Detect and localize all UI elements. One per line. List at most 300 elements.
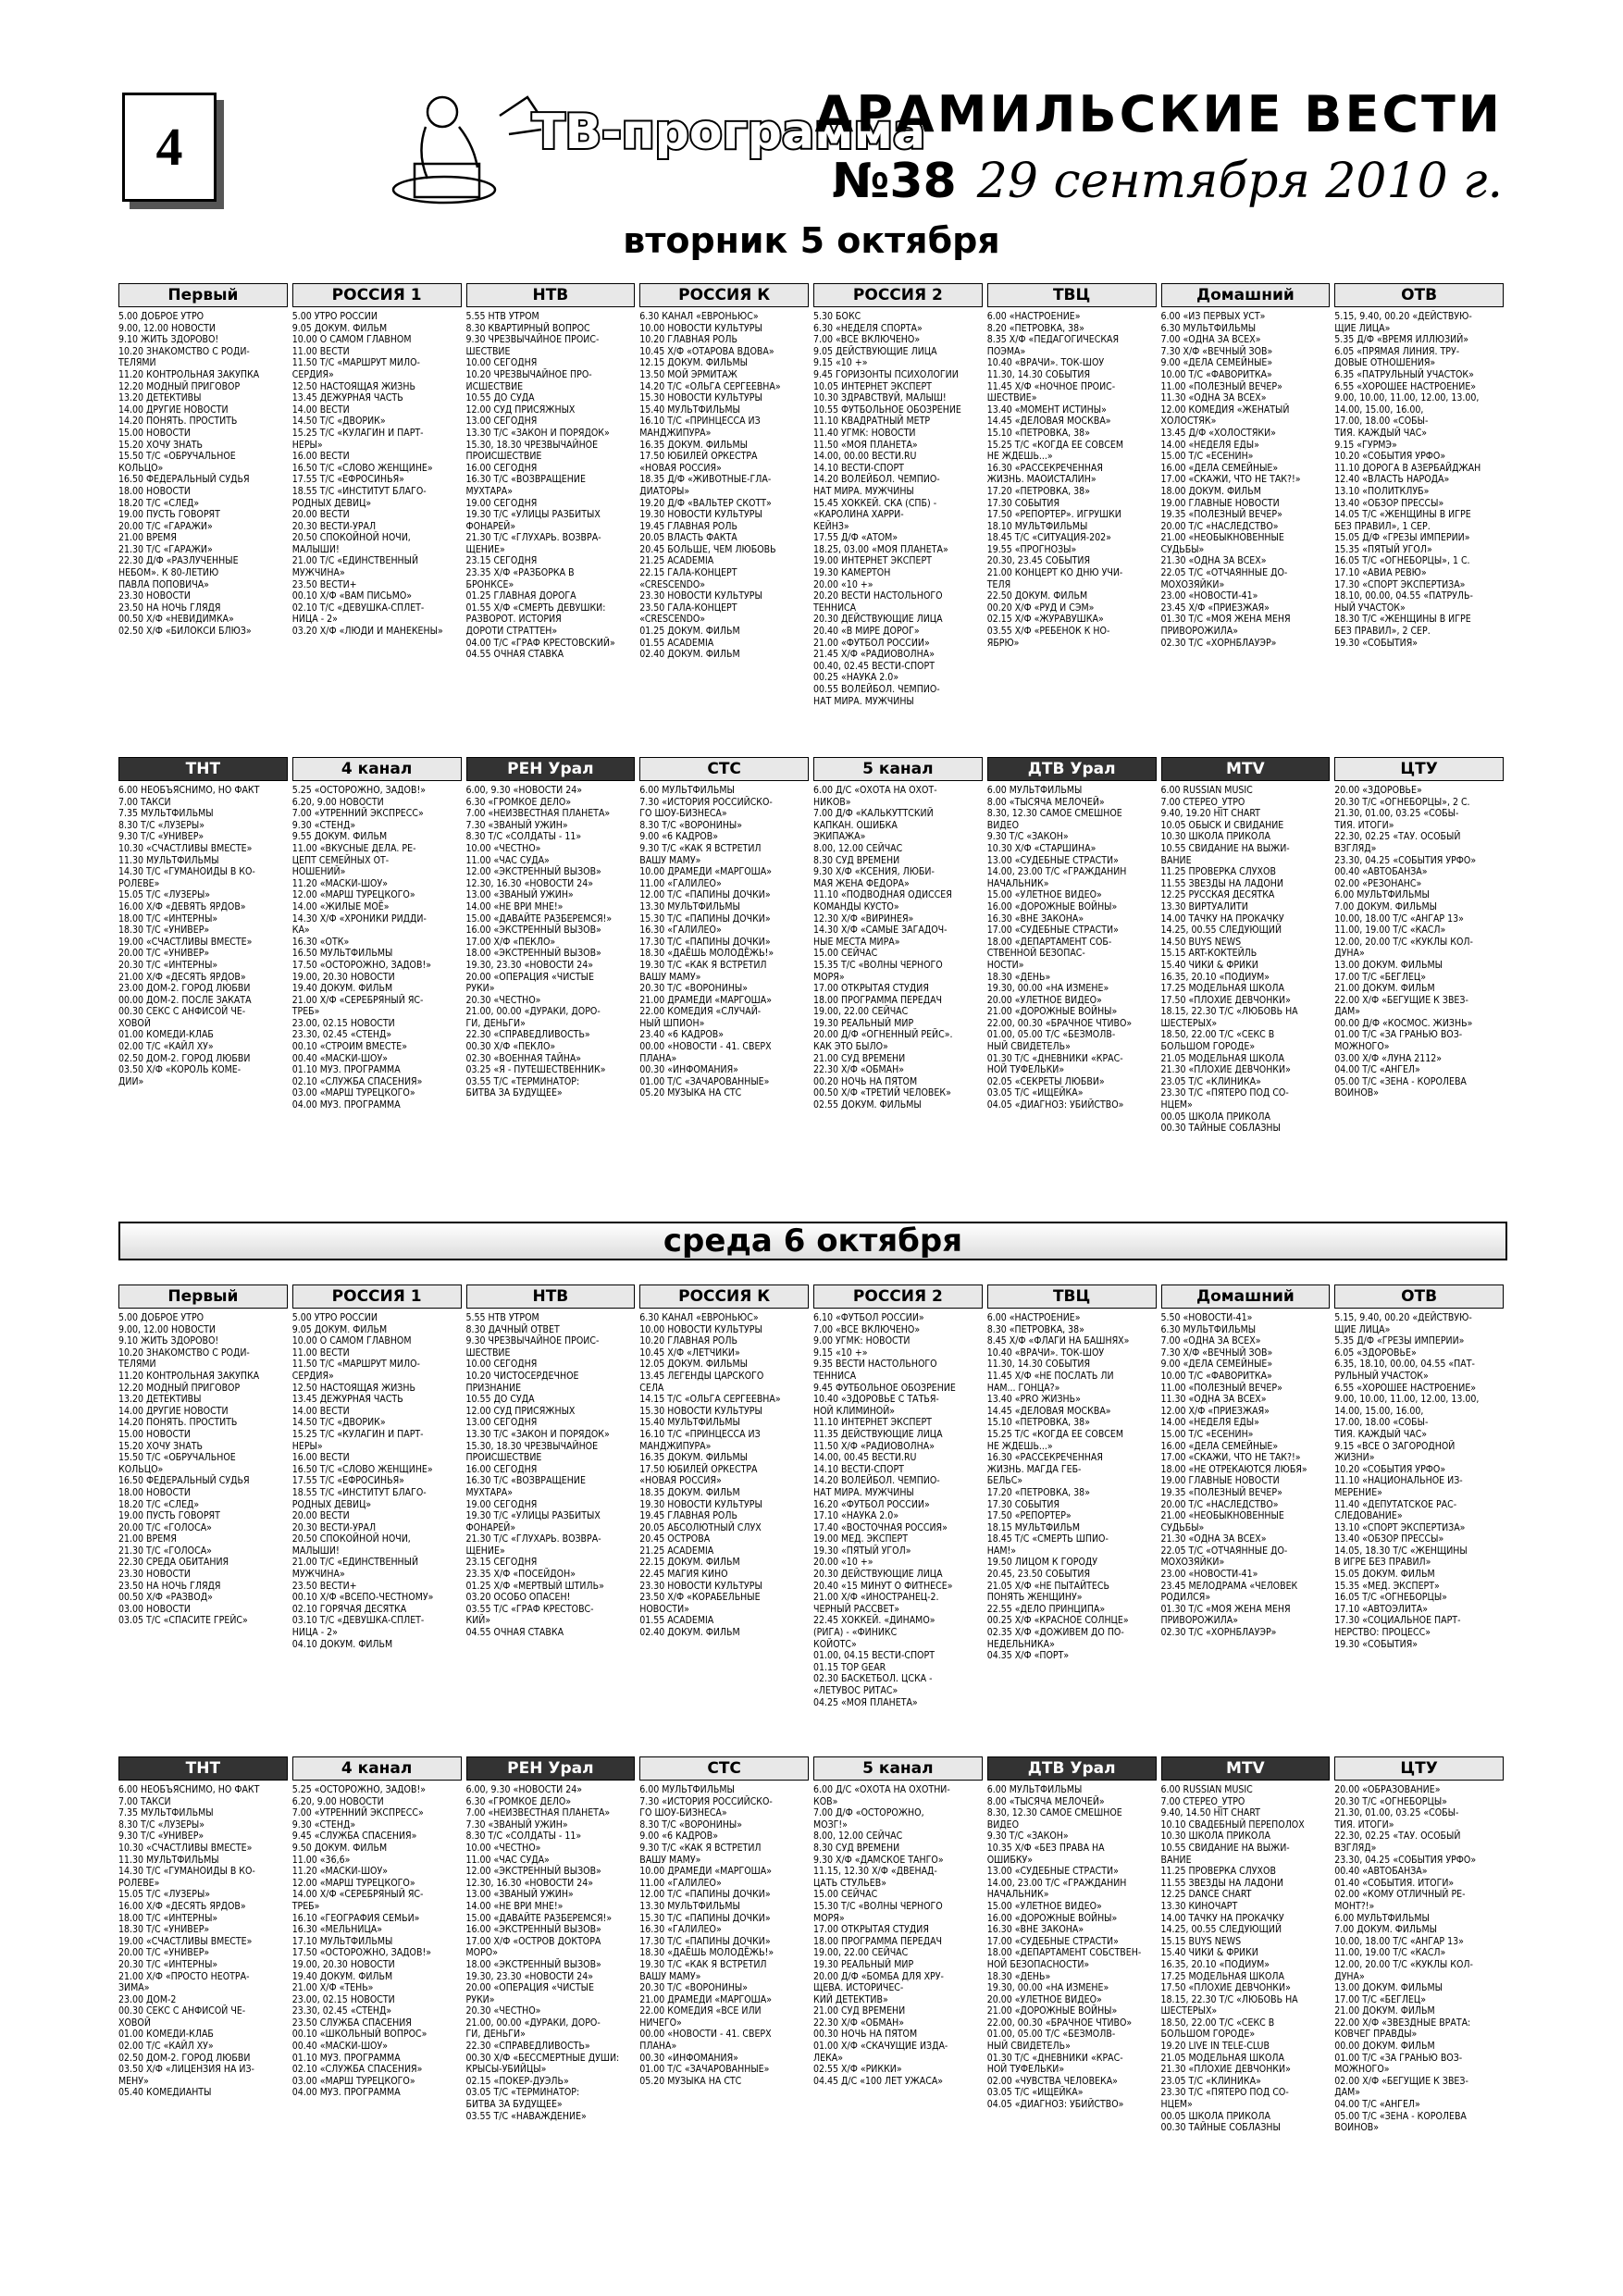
program-line: 11.30, 14.30 СОБЫТИЯ [986,1359,1091,1371]
program-line: 01.25 ГЛАВНАЯ ДОРОГА [465,590,576,602]
program-line: 10.35 Х/Ф «БЕЗ ПРАВА НА [986,1842,1105,1854]
program-line: ВАШУ МАМУ» [639,1970,701,1982]
program-line: 17.50 «ОСТОРОЖНО, ЗАДОВ!» [291,1947,432,1959]
program-line: 10.30 ШКОЛА ПРИКОЛА [1160,831,1270,843]
program-line: 10.40 «ВРАЧИ». ТОК-ШОУ [986,1347,1105,1359]
program-line: 18.00 «ЭКСТРЕННЫЙ ВЫЗОВ» [465,948,601,960]
program-line: 16.00 Х/Ф «ДЕСЯТЬ ЯРДОВ» [118,1900,246,1912]
program-line: 21.00 «ДОРОЖНЫЕ ВОЙНЫ» [986,2005,1118,2017]
program-line: 11.00 «ЧАС СУДА» [465,1854,550,1866]
program-line: СЛЕДОВАНИЕ» [1334,1510,1403,1522]
program-line: 04.00 Т/С «АНГЕЛ» [1334,2099,1420,2111]
program-line: 9.30 ЧРЕЗВЫЧАЙНОЕ ПРОИС- [465,1335,600,1347]
program-line: 01.25 ДОКУМ. ФИЛЬМ [639,626,740,638]
program-line: 19.30 РЕАЛЬНЫЙ МИР [813,1017,914,1029]
program-line: 01.10 МУЗ. ПРОГРАММА [291,1064,401,1076]
program-line: 23.50 ВЕСТИ+ [291,1580,357,1592]
program-line: 23.30, 04.25 «СОБЫТИЯ УРФО» [1334,1854,1477,1866]
program-line: ПЛАНА» [639,1052,677,1064]
program-line: 6.00 RUSSIAN MUSIC [1160,785,1253,796]
program-line: КЕЙНЗ» [813,520,849,532]
program-line: 20.30 «ЧЕСТНО» [465,994,541,1006]
program-line: 01.25 Х/Ф «МЕРТВЫЙ ШТИЛЬ» [465,1580,604,1592]
program-line: 21.05 МОДЕЛЬНАЯ ШКОЛА [1160,1052,1284,1064]
program-line: ПРОИСШЕСТВИЕ [465,451,542,463]
program-line: 17.00 ОТКРЫТАЯ СТУДИЯ [813,983,929,995]
program-line: 14.00, 15.00, 16.00, [1334,1405,1424,1417]
program-line: 15.40 ЧИКИ & ФРИКИ [1160,959,1258,971]
program-line: ЩЕНИЕ» [465,1545,505,1557]
program-line: 5.00 ДОБРОЕ УТРО [118,311,204,322]
channel-column [292,283,462,751]
program-line: НЕБОМ». К 80-ЛЕТИЮ [118,567,219,579]
program-list [813,1312,983,1708]
program-line: 10.45 Х/Ф «ЛЕТЧИКИ» [639,1347,740,1359]
program-line: 02.05 «СЕКРЕТЫ ЛЮБВИ» [986,1075,1105,1087]
program-line: 18.30 «ДАЁШЬ МОЛОДЁЖЬ!» [639,1947,774,1959]
program-line: 02.50 Х/Ф «БИЛОКСИ БЛЮЗ» [118,626,252,638]
program-line: 21.00, 00.00 «ДУРАКИ, ДОРО- [465,2017,601,2029]
program-line: 7.00 Д/Ф «ОСТОРОЖНО, [813,1807,924,1819]
program-line: 15.00 Т/С «ЕСЕНИН» [1160,451,1254,463]
program-line: 17.10 «АВИА РЕВЮ» [1334,567,1427,579]
program-line: ФОНАРЕЙ» [465,1521,516,1533]
program-line: 21.25 ACADEMIA [639,555,714,567]
channel-column [1161,1285,1331,1752]
program-line: 11.25 ПРОВЕРКА СЛУХОВ [1160,866,1276,878]
program-line: 20.00 «УЛЕТНОЕ ВИДЕО» [986,994,1102,1006]
program-line: 16.00 «ДОРОЖНЫЕ ВОЙНЫ» [986,900,1118,912]
program-line: 00.30 НОЧЬ НА ПЯТОМ [813,2029,918,2041]
program-line: 16.30 «ВНЕ ЗАКОНА» [986,1924,1084,1936]
program-line: 7.00 «УТРЕННИЙ ЭКСПРЕСС» [291,1807,424,1819]
program-line: 5.30 БОКС [813,311,861,322]
program-line: НОШЕНИЙ» [291,866,346,878]
program-line: ИСШЕСТВИЕ [465,380,524,392]
program-line: 03.55 Т/С «ГРАФ КРЕСТОВС- [465,1603,594,1615]
day-heading-tuesday: вторник 5 октября [623,220,1000,261]
program-line: 15.00 Т/С «ЕСЕНИН» [1160,1428,1254,1440]
program-line: 23.30 НОВОСТИ [118,590,191,602]
channel-logo: РЕН Урал [466,1756,636,1781]
program-line: ДУНА» [1334,1970,1365,1982]
program-line: 12.05 ДОКУМ. ФИЛЬМЫ [639,1359,748,1371]
program-line: ДИАТОРЫ» [639,485,690,497]
program-line: НОСТИ» [986,959,1024,971]
program-line: 15.25 Т/С «КУЛАГИН И ПАРТ- [291,1428,424,1440]
program-line: 04.45 Д/С «100 ЛЕТ УЖАСА» [813,2075,944,2087]
program-list [292,311,462,638]
program-line: 10.45 Х/Ф «ОТАРОВА ВДОВА» [639,345,774,357]
program-line: 12.25 DANCE CHART [1160,1889,1252,1901]
program-line: 03.55 Т/С «ТЕРМИНАТОР: [465,1075,580,1087]
program-line: 14.45 «ДЕЛОВАЯ МОСКВА» [986,1405,1111,1417]
program-list [1161,1784,1331,2134]
program-line: 03.20 ОСОБО ОПАСЕН! [465,1592,571,1604]
program-line: 12.00 «МАРШ ТУРЕЦКОГО» [291,1877,415,1889]
program-list [639,1312,809,1639]
program-line: 20.00 «ОПЕРАЦИЯ «ЧИСТЫЕ [465,1982,594,1994]
program-line: 9.05 ДЕЙСТВУЮЩИЕ ЛИЦА [813,345,937,357]
program-line: ЭКИПАЖА» [813,831,866,843]
program-line: 21.30 «ПЛОХИЕ ДЕВЧОНКИ» [1160,1064,1291,1076]
program-line: 19.00, 22.00 СЕЙЧАС [813,1006,909,1018]
program-line: МОНТ?!» [1334,1900,1375,1912]
program-line: 14.30 Х/Ф «САМЫЕ ЗАГАДОЧ- [813,925,948,937]
program-line: БИТВА ЗА БУДУЩЕЕ» [465,2099,563,2111]
program-line: 21.00 ВРЕМЯ [118,1533,177,1545]
program-line: 16.00 «ДЕЛА СЕМЕЙНЫЕ» [1160,462,1279,474]
program-line: ЖИЗНЬ. МАГДА ГЕБ- [986,1463,1082,1475]
program-line: 22.45 МАГИЯ КИНО [639,1569,728,1581]
program-line: 03.00 «МАРШ ТУРЕЦКОГО» [291,1087,415,1099]
program-line: 16.50 ФЕДЕРАЛЬНЫЙ СУДЬЯ [118,474,250,486]
program-line: 9.40, 14.50 HIT CHART [1160,1807,1260,1819]
program-line: 7.00 ТАКСИ [118,1795,171,1807]
schedule-row-4 [118,1756,1504,2219]
program-line: «НОВАЯ РОССИЯ» [639,462,722,474]
channel-logo: 4 канал [292,757,462,781]
program-line: 11.15, 12.30 Х/Ф «ДВЕНАД- [813,1866,937,1878]
program-line: 16.00 «ДОРОЖНЫЕ ВОЙНЫ» [986,1912,1118,1924]
program-line: 9.05 ДОКУМ. ФИЛЬМ [291,322,388,334]
program-line: ШЕСТВИЕ [465,345,511,357]
program-line: 19.00 «СЧАСТЛИВЫ ВМЕСТЕ» [118,1935,253,1947]
program-line: 7.00 «ВСЕ ВКЛЮЧЕНО» [813,334,921,346]
program-line: 13.00 «СУДЕБНЫЕ СТРАСТИ» [986,854,1119,866]
program-line: 17.10 «АВТОЭЛИТА» [1334,1603,1428,1615]
program-line: 19.55 «ПРОГНОЗЫ» [986,543,1077,555]
program-line: 00.00 ДОМ-2. ПОСЛЕ ЗАКАТА [118,994,252,1006]
program-line: 6.00 МУЛЬТФИЛЬМЫ [639,1784,735,1795]
program-list [639,311,809,661]
program-line: 17.10 «НАУКА 2.0» [813,1510,899,1522]
channel-logo: ОТВ [1334,283,1504,307]
program-line: 5.35 Д/Ф «ГРЕЗЫ ИМПЕРИИ» [1334,1335,1465,1347]
program-line: МОХОЗЯЙКИ» [1160,1557,1225,1569]
program-line: 22.30 «СПРАВЕДЛИВОСТЬ» [465,1029,590,1041]
program-line: СТВЕННОЙ БЕЗОПАС- [986,948,1085,960]
program-line: 16.50 Т/С «СЛОВО ЖЕНЩИНЕ» [291,1463,433,1475]
program-line: 12.30, 16.30 «НОВОСТИ 24» [465,1877,594,1889]
program-line: 20.50 СПОКОЙНОЙ НОЧИ, [291,532,411,544]
program-line: 00.40 «МАСКИ-ШОУ» [291,1052,389,1064]
channel-logo: 5 канал [813,757,983,781]
program-line: ВИДЕО [986,819,1020,831]
program-line: 17.50 «РЕПОРТЕР» [986,1510,1072,1522]
program-line: 16.30 «ОТК» [291,936,350,948]
program-line: 19.45 ГЛАВНАЯ РОЛЬ [639,520,737,532]
program-line: 12.50 НАСТОЯЩАЯ ЖИЗНЬ [291,1382,415,1394]
program-line: 02.50 ДОМ-2. ГОРОД ЛЮБВИ [118,1052,251,1064]
program-line: 23.40 «6 КАДРОВ» [639,1029,725,1041]
program-line: 9.00 «6 КАДРОВ» [639,831,718,843]
program-line: 18.55 Т/С «ИНСТИТУТ БЛАГО- [291,485,427,497]
program-line: 14.00 ВЕСТИ [291,403,350,416]
program-line: ГИ, ДЕНЬГИ» [465,2029,526,2041]
program-line: 19.30 «ПЯТЫЙ УГОЛ» [813,1545,911,1557]
program-line: 9.00, 12.00 НОВОСТИ [118,322,216,334]
program-line: РУКИ» [465,1993,495,2005]
channel-logo: РОССИЯ 1 [292,1285,462,1309]
program-line: 11.20 КОНТРОЛЬНАЯ ЗАКУПКА [118,1370,260,1382]
program-line: 17.00 Х/Ф «ПЕКЛО» [465,936,556,948]
program-line: 23.05 Т/С «КЛИНИКА» [1160,1075,1261,1087]
program-line: 19.30 Т/С «КАК Я ВСТРЕТИЛ [639,959,767,971]
program-line: 14.00 «НЕ ВРИ МНЕ!» [465,1900,564,1912]
channel-logo: РОССИЯ К [639,283,809,307]
program-line: ПРОИСШЕСТВИЕ [465,1452,542,1464]
program-line: НЕРЫ» [291,439,323,451]
program-line: 21.30 «ОДНА ЗА ВСЕХ» [1160,555,1267,567]
program-line: 20.00 Т/С «УНИВЕР» [118,1947,210,1959]
program-line: 19.45 ГЛАВНАЯ РОЛЬ [639,1510,737,1522]
program-line: 8.30, 12.30 САМОЕ СМЕШНОЕ [986,808,1122,820]
channel-column [987,757,1157,1209]
program-line: 13.00 ДОКУМ. ФИЛЬМЫ [1334,1982,1443,1994]
program-line: 16.50 МУЛЬТФИЛЬМЫ [291,948,393,960]
program-line: 17.55 Т/С «ЕФРОСИНЬЯ» [291,1475,404,1487]
program-line: 23.00, 02.15 НОВОСТИ [291,1993,395,2005]
program-line: 19.30 РЕАЛЬНЫЙ МИР [813,1958,914,1970]
program-line: МАЛЫШИ! [291,1545,340,1557]
program-line: 6.00, 9.30 «НОВОСТИ 24» [465,785,583,796]
program-line: 15.15 ART-КОКТЕЙЛЬ [1160,948,1258,960]
program-line: 7.30 «ЗВАНЫЙ УЖИН» [465,819,568,831]
program-line: 04.00 МУЗ. ПРОГРАММА [291,2087,401,2099]
program-line: 9.35 ВЕСТИ НАСТОЛЬНОГО [813,1359,937,1371]
program-line: 16.20 «ФУТБОЛ РОССИИ» [813,1498,930,1510]
program-line: ЯБРЮ» [986,637,1020,649]
program-line: 12.00 Х/Ф «ПРИЕЗЖАЯ» [1160,1405,1270,1417]
program-line: ВОИНОВ» [1334,2122,1380,2134]
program-line: 13.30 МУЛЬТФИЛЬМЫ [639,1900,740,1912]
program-line: 14.00, 00.45 ВЕСТИ.RU [813,1452,917,1464]
program-line: 11.10 «НАЦИОНАЛЬНОЕ ИЗ- [1334,1475,1463,1487]
program-line: 21.00 Т/С «ЕДИНСТВЕННЫЙ [291,555,419,567]
program-line: 6.30 «ГРОМКОЕ ДЕЛО» [465,796,572,808]
channel-logo: РОССИЯ 1 [292,283,462,307]
program-line: 22.00 Х/Ф «БЕГУЩИЕ К ЗВЕЗ- [1334,994,1468,1006]
program-line: ЩИЕ ЛИЦА» [1334,322,1391,334]
program-list [1161,1312,1331,1639]
program-line: ВАШУ МАМУ» [639,1854,701,1866]
program-line: ДОВЫЕ ОТНОШЕНИЯ» [1334,357,1436,369]
program-line: 10.00 ДРАМЕДИ «МАРГОША» [639,1866,773,1878]
program-line: 10.00 СЕГОДНЯ [465,1359,538,1371]
channel-logo: ТНТ [118,757,288,781]
program-line: 13.00 «ЗВАНЫЙ УЖИН» [465,1889,574,1901]
program-line: 01.15 TOP GEAR [813,1661,886,1673]
program-line: 21.00 Х/Ф «ДЕСЯТЬ ЯРДОВ» [118,971,246,983]
program-line: 19.40 ДОКУМ. ФИЛЬМ [291,983,393,995]
program-line: МОРЯ» [813,971,845,983]
program-line: 7.00 «ОДНА ЗА ВСЕХ» [1160,334,1261,346]
program-line: 17.00 «СКАЖИ, ЧТО НЕ ТАК?!» [1160,1452,1301,1464]
program-line: 8.45 Х/Ф «ФЛАГИ НА БАШНЯХ» [986,1335,1130,1347]
program-line: 14.30 Т/С «ГУМАНОИДЫ В КО- [118,866,255,878]
program-line: 17.00 Т/С «БЕГЛЕЦ» [1334,971,1427,983]
program-line: 01.55 Х/Ф «СМЕРТЬ ДЕВУШКИ: [465,602,606,614]
program-line: 01.10 МУЗ. ПРОГРАММА [291,2052,401,2064]
program-line: 10.20 ГЛАВНАЯ РОЛЬ [639,334,737,346]
program-line: 17.30 Т/С «ПАПИНЫ ДОЧКИ» [639,1935,771,1947]
program-line: ШЕСТВИЕ [465,1347,511,1359]
program-line: 17.00, 18.00 «СОБЫ- [1334,1417,1429,1429]
program-line: НОЙ БЕЗОПАСНОСТИ» [986,1958,1090,1970]
program-line: 5.35 Д/Ф «ВРЕМЯ ИЛЛЮЗИЙ» [1334,334,1469,346]
program-line: 03.20 Х/Ф «ЛЮДИ И МАНЕКЕНЫ» [291,626,443,638]
program-line: 13.00 «СУДЕБНЫЕ СТРАСТИ» [986,1866,1119,1878]
program-line: 5.00 УТРО РОССИИ [291,1312,378,1323]
program-line: 8.30 «ПЕТРОВКА, 38» [986,1323,1084,1335]
program-line: 7.00 ТАКСИ [118,796,171,808]
program-line: МАЯ ЖЕНА ФЕДОРА» [813,877,910,889]
program-line: 7.30 Х/Ф «ВЕЧНЫЙ ЗОВ» [1160,345,1273,357]
program-line: 22.00 КОМЕДИЯ «СЛУЧАЙ- [639,1006,762,1018]
program-line: 16.30 «ВНЕ ЗАКОНА» [986,912,1084,925]
channel-logo: Первый [118,1285,288,1309]
program-line: 17.25 МОДЕЛЬНАЯ ШКОЛА [1160,983,1284,995]
program-line: 16.10 Т/С «ПРИНЦЕССА ИЗ [639,1428,761,1440]
program-line: 15.00 «ДАВАЙТЕ РАЗБЕРЕМСЯ!» [465,912,613,925]
program-line: 04.35 Х/Ф «ПОРТ» [986,1650,1070,1662]
program-line: 21.00 «ФУТБОЛ РОССИИ» [813,637,930,649]
program-line: 11.00 «ПОЛЕЗНЫЙ ВЕЧЕР» [1160,380,1282,392]
program-line: 22.00, 00.30 «БРАЧНОЕ ЧТИВО» [986,1017,1133,1029]
program-line: 17.50 «ОСТОРОЖНО, ЗАДОВ!» [291,959,432,971]
program-line: 9.15 «10 +» [813,1347,868,1359]
program-line: 17.00 ОТКРЫТАЯ СТУДИЯ [813,1924,929,1936]
program-line: 22.05 Т/С «ОТЧАЯННЫЕ ДО- [1160,1545,1288,1557]
program-line: ТЕННИСА [813,1370,857,1382]
program-line: 03.10 Т/С «ДЕВУШКА-СПЛЕТ- [291,1615,425,1627]
program-line: 01.30 Т/С «ДНЕВНИКИ «КРАС- [986,2052,1123,2064]
program-line: 17.50 «ПЛОХИЕ ДЕВЧОНКИ» [1160,994,1291,1006]
program-line: 14.50 BUYS NEWS [1160,936,1242,948]
program-line: 22.15 ГАЛА-КОНЦЕРТ [639,567,737,579]
svg-text:ТВ-программа: ТВ-программа [532,105,926,160]
program-line: 15.05 Т/С «ЛУЗЕРЫ» [118,1889,211,1901]
program-line: 21.00 ДРАМЕДИ «МАРГОША» [639,1993,773,2005]
program-list [987,1784,1157,2111]
program-line: 11.50 «МОЯ ПЛАНЕТА» [813,439,918,451]
program-line: 15.00 «УЛЕТНОЕ ВИДЕО» [986,1900,1102,1912]
program-line: 04.00 МУЗ. ПРОГРАММА [291,1099,401,1111]
program-line: 14.50 Т/С «ДВОРИК» [291,1417,386,1429]
program-line: 17.00 «СКАЖИ, ЧТО НЕ ТАК?!» [1160,474,1301,486]
program-line: 19.00, 20.30 НОВОСТИ [291,1958,395,1970]
program-line: 00.00 «НОВОСТИ - 41. СВЕРХ [639,2029,772,2041]
program-line: ДАМ» [1334,2087,1361,2099]
program-line: 6.55 «ХОРОШЕЕ НАСТРОЕНИЕ» [1334,1382,1477,1394]
program-line: НАТ МИРА. МУЖЧИНЫ [813,695,914,707]
program-line: 18.50, 22.00 Т/С «СЕКС В [1160,2017,1275,2029]
program-line: ВИДЕО [986,1818,1020,1831]
program-line: 7.30 Х/Ф «ВЕЧНЫЙ ЗОВ» [1160,1347,1273,1359]
program-line: 8.30 СУД ВРЕМЕНИ [813,854,900,866]
program-line: 22.00, 00.30 «БРАЧНОЕ ЧТИВО» [986,2017,1133,2029]
program-line: 01.55 ACADEMIA [639,637,714,649]
program-line: РОДНЫХ ДЕВИЦ» [291,1498,372,1510]
program-line: 16.00 СЕГОДНЯ [465,1463,538,1475]
program-line: НИЧЕГО» [639,2017,682,2029]
program-line: 18.25, 03.00 «МОЯ ПЛАНЕТА» [813,543,948,555]
program-line: 02.15 «ПОКЕР-ДУЭЛЬ» [465,2075,569,2087]
program-line: 21.05 МОДЕЛЬНАЯ ШКОЛА [1160,2052,1284,2064]
program-list [639,1784,809,2087]
channel-column [1161,283,1331,751]
program-line: 02.10 «СЛУЖБА СПАСЕНИЯ» [291,1075,423,1087]
channel-column [987,1285,1157,1752]
program-line: 17.50 ЮБИЛЕЙ ОРКЕСТРА [639,1463,758,1475]
program-line: НИЦА - 2» [291,1627,338,1639]
program-line: 20.00 Т/С «НАСЛЕДСТВО» [1160,520,1279,532]
program-line: 18.10, 00.00, 04.55 «ПАТРУЛЬ- [1334,590,1473,602]
program-line: 21.00 Х/Ф «ПРОСТО НЕОТРА- [118,1970,250,1982]
program-line: 10.05 ОБЫСК И СВИДАНИЕ [1160,819,1284,831]
program-line: 21.00 Х/Ф «ИНОСТРАНЕЦ-2. [813,1592,939,1604]
program-line: 6.00 «НАСТРОЕНИЕ» [986,311,1081,322]
program-line: 15.50 Т/С «ОБРУЧАЛЬНОЕ [118,451,236,463]
channel-logo: РОССИЯ 2 [813,1285,983,1309]
program-line: 7.00 Д/Ф «КАЛЬКУТТСКИЙ [813,808,934,820]
program-line: ЛЕКА» [813,2052,844,2064]
program-line: ЧЕРНЫЙ РАССВЕТ» [813,1603,899,1615]
program-line: 13.45 ДЕЖУРНАЯ ЧАСТЬ [291,1394,403,1406]
program-line: 02.10 Т/С «ДЕВУШКА-СПЛЕТ- [291,602,425,614]
program-line: 9.00, 12.00 НОВОСТИ [118,1323,216,1335]
program-line: 12.25 РУССКАЯ ДЕСЯТКА [1160,889,1275,901]
program-line: БОЛЬШОМ ГОРОДЕ» [1160,2029,1256,2041]
program-line: 9.00 УГМК: НОВОСТИ [813,1335,911,1347]
program-line: 01.40 «СОБЫТИЯ. ИТОГИ» [1334,1877,1455,1889]
program-line: 15.00 НОВОСТИ [118,427,191,439]
program-line: 12.40 «ВЛАСТЬ НАРОДА» [1334,474,1450,486]
program-line: 9.30 Х/Ф «КСЕНИЯ, ЛЮБИ- [813,866,935,878]
program-line: 20.00 Т/С «ГАРАЖИ» [118,520,213,532]
program-line: 11.00 «ГАЛИЛЕО» [639,1877,722,1889]
page-number-box [122,93,217,202]
program-line: 00.00 «НОВОСТИ - 41. СВЕРХ [639,1041,772,1053]
program-line: 11.30 МУЛЬТФИЛЬМЫ [118,854,219,866]
program-line: 21.30, 01.00, 03.25 «СОБЫ- [1334,808,1459,820]
program-line: 9.30 «СТЕНД» [291,819,356,831]
program-line: 00.30 «ИНФОМАНИЯ» [639,2052,738,2064]
program-line: 15.50 Т/С «ОБРУЧАЛЬНОЕ [118,1452,236,1464]
program-line: 22.30 Д/Ф «РАЗЛУЧЕННЫЕ [118,555,239,567]
program-line: 14.00 ДРУГИЕ НОВОСТИ [118,1405,229,1417]
program-line: 19.30, 23.30 «НОВОСТИ 24» [465,1970,594,1982]
program-line: 19.00 ГЛАВНЫЕ НОВОСТИ [1160,1475,1280,1487]
program-line: 18.00 НОВОСТИ [118,1486,191,1498]
program-line: 21.00 ДОКУМ. ФИЛЬМ [1334,983,1435,995]
program-line: 10.00, 18.00 Т/С «АНГАР 13» [1334,1935,1464,1947]
program-line: 11.00 «ВКУСНЫЕ ДЕЛА. РЕ- [291,842,416,854]
program-line: 6.30 «ГРОМКОЕ ДЕЛО» [465,1795,572,1807]
program-line: 8.00, 12.00 СЕЙЧАС [813,842,903,854]
program-line: 5.00 ДОБРОЕ УТРО [118,1312,204,1323]
program-line: ДОРОТИ СТРАТТЕН» [465,626,558,638]
program-line: 02.00 Т/С «КАЙЛ ХУ» [118,2041,214,2053]
program-line: МУЖЧИНА» [291,567,345,579]
program-line: 01.00 Т/С «ЗАЧАРОВАННЫЕ» [639,2064,770,2076]
program-line: 10.20 ЧРЕЗВЫЧАЙНОЕ ПРО- [465,368,592,380]
program-line: 5.15, 9.40, 00.20 «ДЕЙСТВУЮ- [1334,1312,1472,1323]
day-heading-wednesday: среда 6 октября [663,1222,963,1260]
program-line: «НОВАЯ РОССИЯ» [639,1475,722,1487]
program-line: НЫЙ УЧАСТОК» [1334,602,1406,614]
